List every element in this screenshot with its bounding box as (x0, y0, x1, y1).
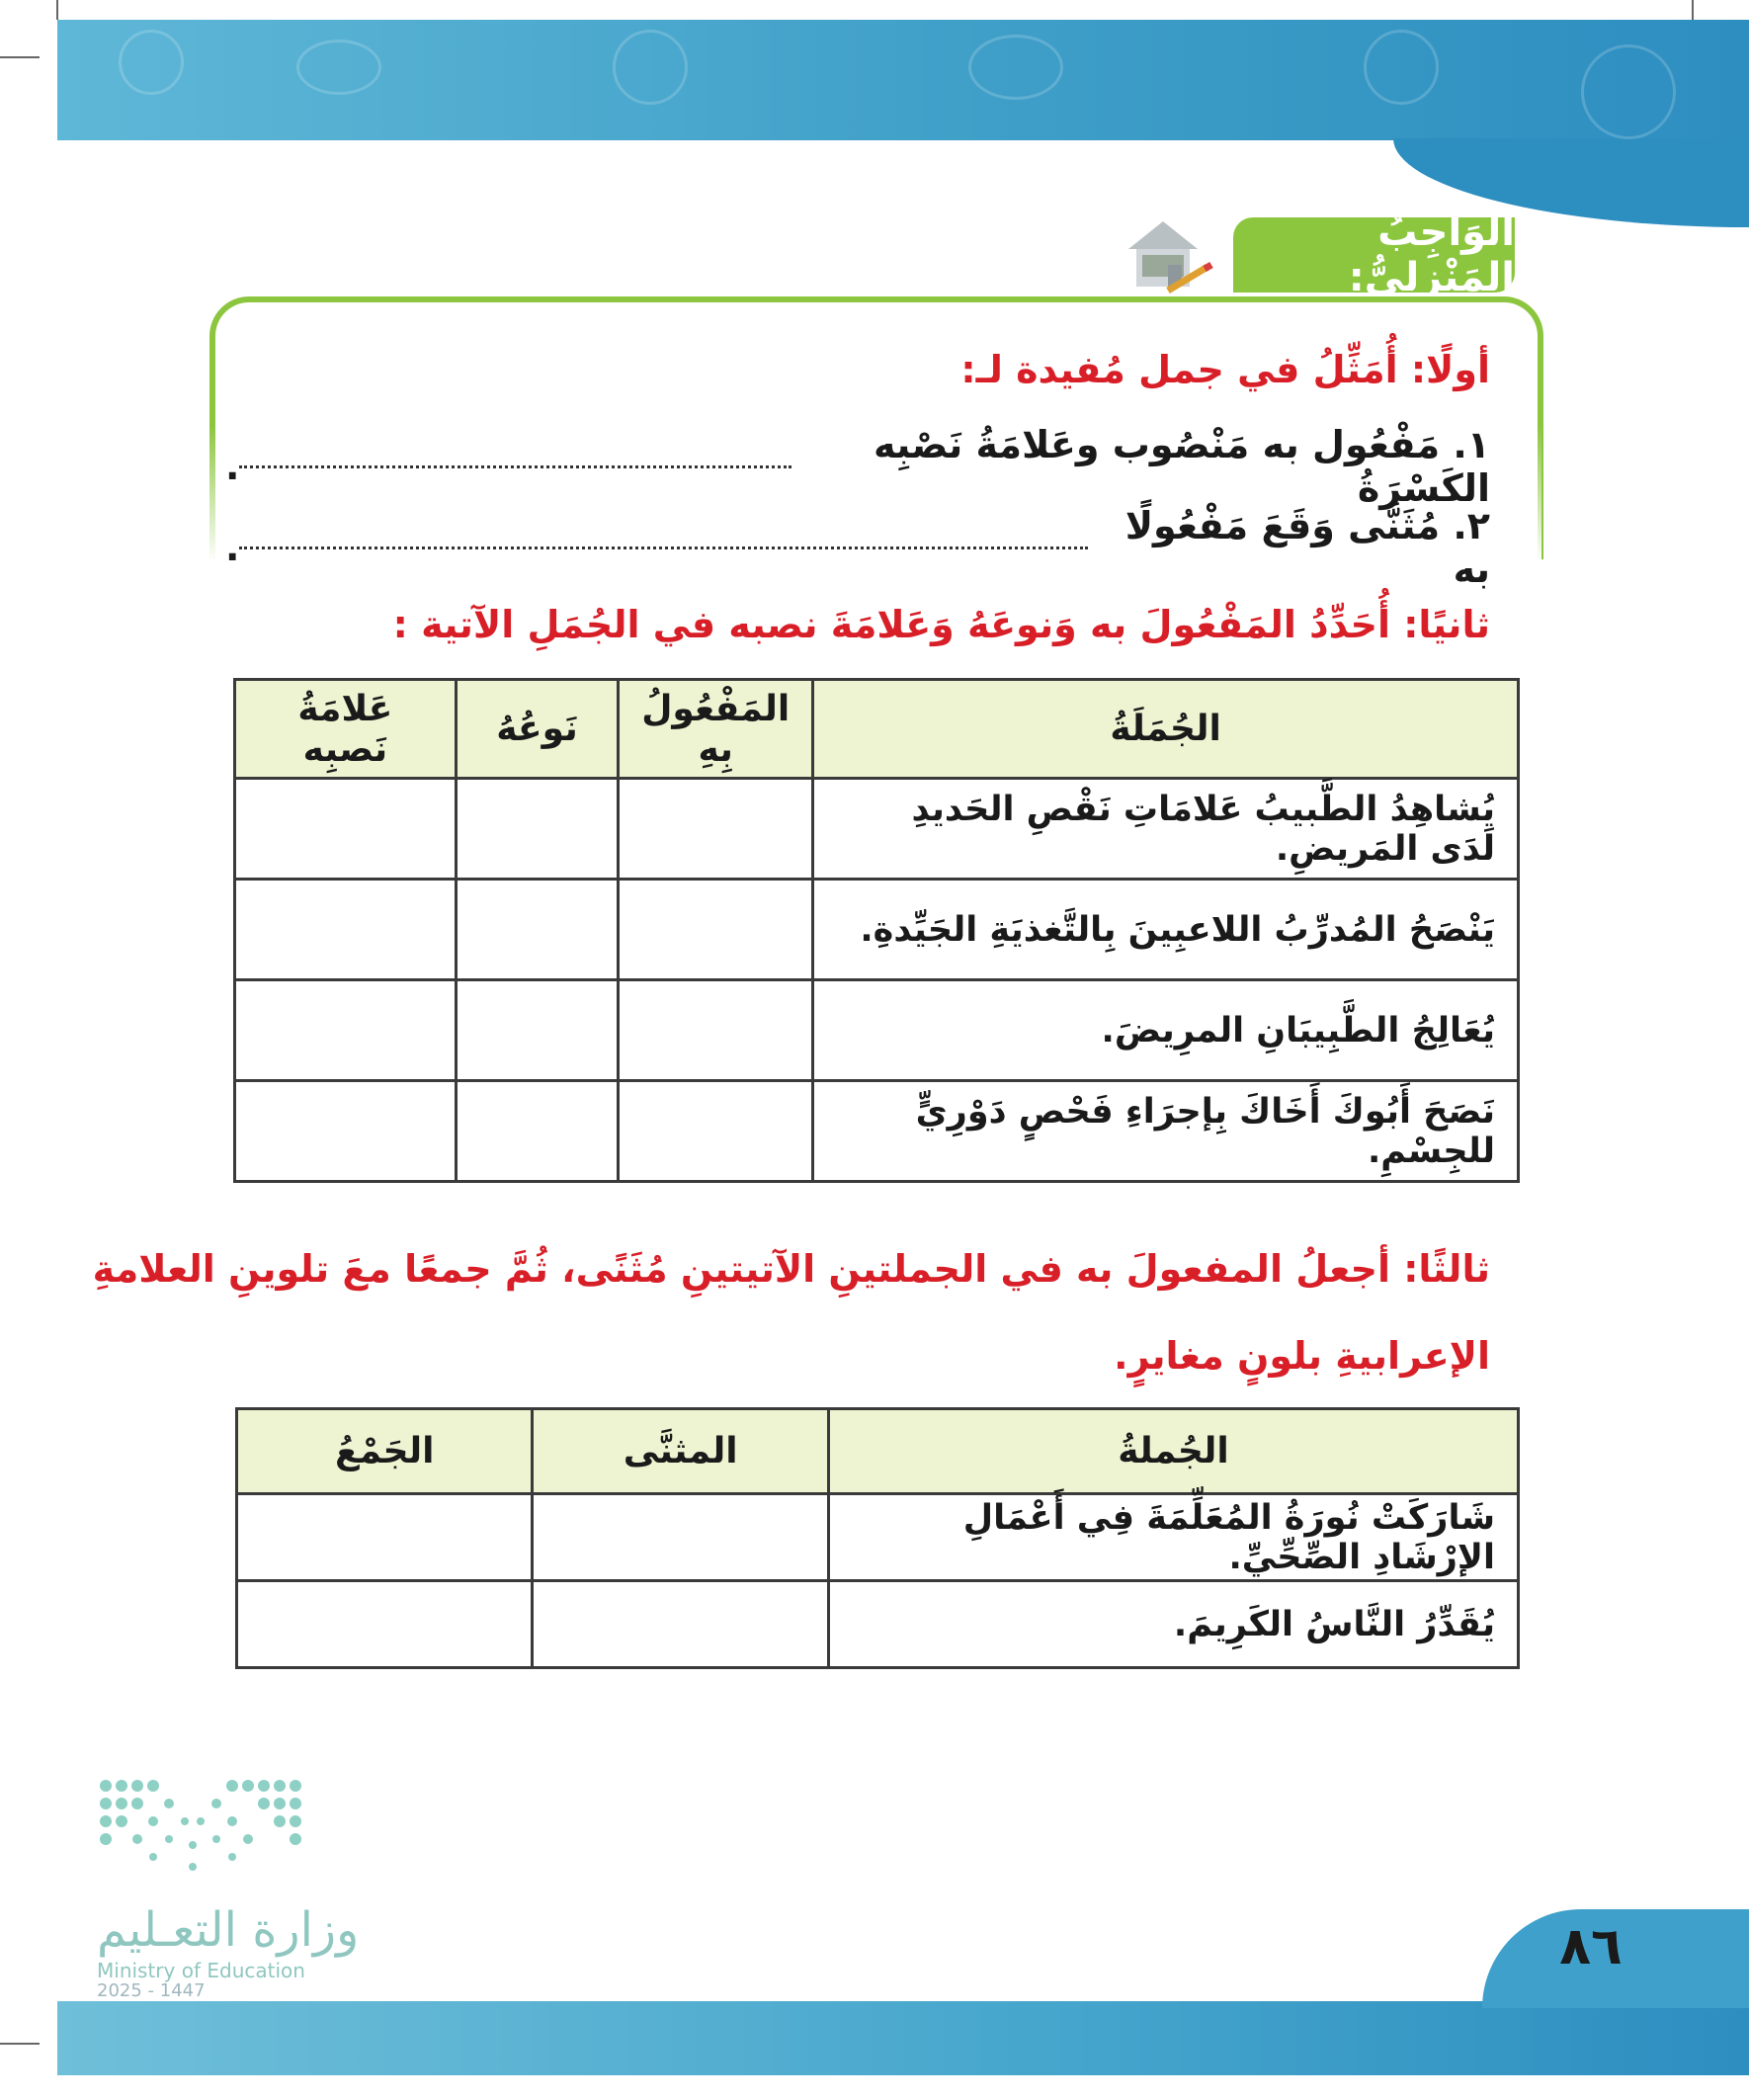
decor-ring (1364, 30, 1439, 105)
crop-mark (1692, 0, 1694, 20)
decor-ring (296, 40, 381, 95)
q1-title: أولًا: أُمَثِّلُ في جمل مُفيدة لـ: (960, 348, 1490, 391)
sentence-cell: يُشاهِدُ الطَّبيبُ عَلامَاتِ نَقْصِ الحَديدِ لَدَى المَريضِ. (813, 779, 1519, 880)
ministry-logo-icon (94, 1774, 311, 1896)
answer-cell[interactable] (235, 980, 457, 1081)
column-header: الجُمَلَةُ (813, 680, 1519, 779)
column-header: الجُملةُ (828, 1409, 1518, 1494)
bottom-banner (57, 2001, 1749, 2075)
edition-year: 2025 - 1447 (97, 1980, 206, 2001)
column-header: الجَمْعُ (237, 1409, 533, 1494)
answer-line[interactable] (239, 546, 1088, 549)
sentence-cell: يُقَدِّرُ النَّاسُ الكَرِيمَ. (828, 1581, 1518, 1668)
answer-line[interactable] (239, 465, 791, 468)
answer-cell[interactable] (237, 1581, 533, 1668)
answer-cell[interactable] (533, 1494, 828, 1581)
table-row (235, 1081, 1519, 1182)
answer-cell[interactable] (237, 1494, 533, 1581)
column-header: عَلامَةُ نَصبِه (235, 680, 457, 779)
answer-cell[interactable] (235, 779, 457, 880)
sentence-cell: نَصَحَ أَبُوكَ أَخَاكَ بِإجرَاءِ فَحْصٍ دَوْرِيٍّ للجِسْمِ. (813, 1081, 1519, 1182)
ministry-name-en: Ministry of Education (97, 1959, 305, 1982)
decor-ring (1581, 44, 1676, 139)
table-row (237, 1494, 1519, 1581)
decor-ring (119, 30, 184, 95)
ministry-name-ar: وزارة التعـليم (97, 1902, 360, 1958)
answer-cell[interactable] (456, 880, 618, 980)
answer-cell[interactable] (456, 779, 618, 880)
answer-cell[interactable] (235, 1081, 457, 1182)
column-header: المَفْعُولُ بِهِ (619, 680, 813, 779)
answer-cell[interactable] (456, 980, 618, 1081)
house-pencil-icon (1109, 210, 1217, 302)
crop-mark (56, 0, 58, 20)
frame-fade (204, 425, 223, 563)
answer-cell[interactable] (456, 1081, 618, 1182)
sentence-cell: يَنْصَحُ المُدرِّبُ اللاعبِينَ بِالتَّغذيَةِ الجَيِّدةِ. (813, 880, 1519, 980)
homework-heading: الوَاجِبُ المَنْزِلِيُّ: (1233, 217, 1515, 293)
q2-title: ثانيًا: أُحَدِّدُ المَفْعُولَ به وَنوعَهُ وَعَلامَةَ نصبه في الجُمَلِ الآتية : (392, 603, 1490, 646)
answer-cell[interactable] (619, 880, 813, 980)
column-header: نَوعُهُ (456, 680, 618, 779)
table-row (235, 980, 1519, 1081)
column-header: المثنَّى (533, 1409, 828, 1494)
decor-ring (613, 30, 688, 105)
answer-cell[interactable] (619, 779, 813, 880)
answer-cell[interactable] (235, 880, 457, 980)
q3-title-line2: الإعرابيةِ بلونٍ مغايرٍ. (1114, 1334, 1490, 1378)
sentence-cell: يُعَالِجُ الطَّبِيبَانِ المرِيضَ. (813, 980, 1519, 1081)
table-row (235, 779, 1519, 880)
answer-cell[interactable] (619, 980, 813, 1081)
q1-item-1: ١. مَفْعُول به مَنْصُوب وعَلامَةُ نَصْبِه الكَسْرَةُ . (225, 423, 1490, 510)
answer-cell[interactable] (619, 1081, 813, 1182)
page-number: ٨٦ (1559, 1917, 1623, 1976)
table-row (237, 1581, 1519, 1668)
sentence-cell: شَارَكَتْ نُورَةُ المُعَلِّمَةَ فِي أَعْمَالِ الإرْشَادِ الصِّحِّيِّ. (828, 1494, 1518, 1581)
q3-title-line1: ثالثًا: أجعلُ المفعولَ به في الجملتينِ الآتيتينِ مُثَنًى، ثُمَّ جمعًا معَ تلوينِ العلامةِ (92, 1247, 1490, 1291)
q3-table (235, 1407, 1520, 1669)
q1-item-2: ٢. مُثَنَّى وَقَعَ مَفْعُولًا به . (225, 504, 1490, 591)
crop-mark (0, 56, 40, 58)
q1-item-label: ١. مَفْعُول به مَنْصُوب وعَلامَةُ نَصْبِه الكَسْرَةُ (874, 423, 1490, 510)
q2-table (233, 678, 1520, 1183)
frame-fade (1522, 425, 1541, 563)
answer-cell[interactable] (533, 1581, 828, 1668)
table-row (235, 880, 1519, 980)
crop-mark (0, 2043, 40, 2045)
decor-ring (968, 35, 1063, 100)
q1-item-label: ٢. مُثَنَّى وَقَعَ مَفْعُولًا به (1124, 504, 1490, 591)
